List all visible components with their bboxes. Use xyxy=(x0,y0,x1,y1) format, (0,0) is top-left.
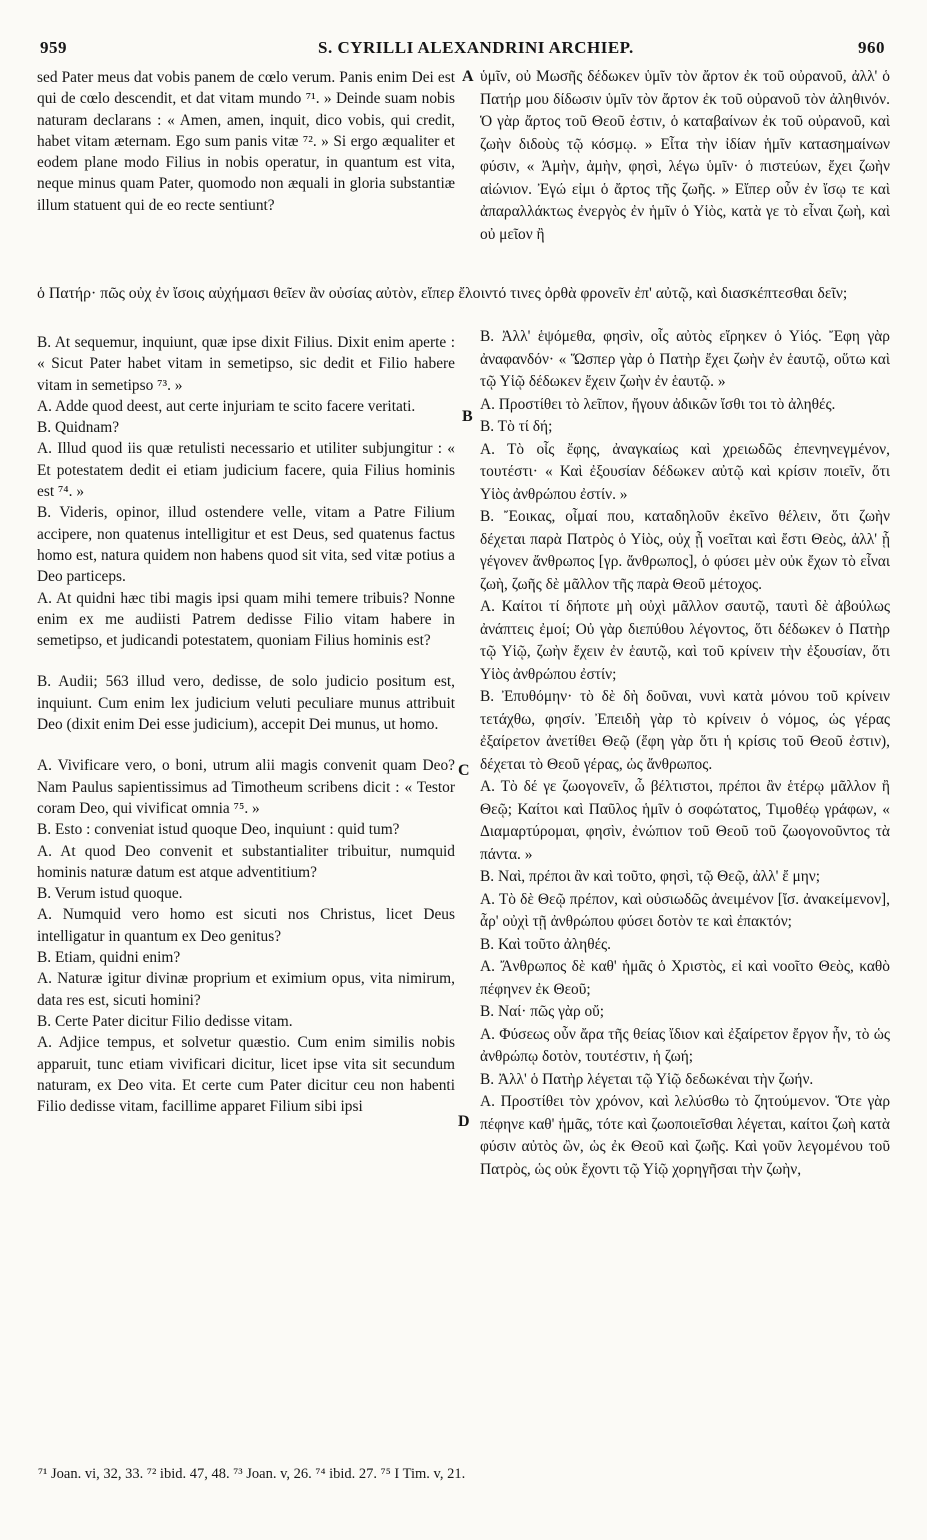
latin-column-top xyxy=(37,67,455,216)
greek-paragraph: Β. Ἀλλ' ἑψόμεθα, φησὶν, οἷς αὐτὸς εἴρηκεν ὁ Υἱός. Ἔφη γὰρ ἀναφανδόν· « Ὥσπερ γὰρ ὁ Πατὴρ ἔχει ζωὴν ἐν ἑαυτῷ, οὕτω καὶ τῷ Υἱῷ δέδωκεν ἔχειν ζωὴν ἐν ἑαυτῷ. » xyxy=(480,328,890,390)
greek-paragraph: Β. Τὸ τί δή; xyxy=(480,418,553,435)
latin-paragraph: A. At quidni hæc tibi magis ipsi quam mihi temere tribuis? Nonne enim ex me audiisti Patrem dedisse Filio vitam habere in semetipso, et judicandi potestatem, quoniam Filius hominis est? xyxy=(37,589,455,650)
greek-paragraph: Α. Καίτοι τί δήποτε μὴ οὐχὶ μᾶλλον σαυτῷ, ταυτὶ δὲ ἀβούλως ἀνάπτεις ἐμοί; Οὐ γὰρ διεπύθου λέγοντος, ὅτι δέδωκεν ὁ Πατὴρ τῷ Υἱῷ, ζωὴν ἔχειν ἐν ἑαυτῷ, καὶ τοῦ κρίνειν τὴν ἐξουσίαν, ὅτι Υἱὸς ἀνθρώπου ἐστίν; xyxy=(480,598,890,683)
latin-paragraph: A. Illud quod iis quæ retulisti necessario et utiliter subjungitur : « Et potestatem dedit ei etiam judicium facere, quia Filius hominis est ⁷⁴. » xyxy=(37,440,455,501)
running-title: S. CYRILLI ALEXANDRINI ARCHIEP. xyxy=(318,38,634,57)
latin-paragraph: B. Quidnam? xyxy=(37,419,120,437)
page-number-right: 960 xyxy=(858,38,885,57)
greek-paragraph: Α. Τὸ δὲ Θεῷ πρέπον, καὶ οὐσιωδῶς ἀνειμένον [ἴσ. ἀνακείμενον], ἆρ' οὐχὶ τῇ ἀνθρώπου φύσει δοτὸν τε καὶ ἐπακτόν; xyxy=(480,890,890,930)
greek-paragraph: Α. Τὸ οἷς ἔφης, ἀναγκαίως καὶ χρειωδῶς ἐπενηνεγμένον, τουτέστι· « Καὶ ἐξουσίαν δέδωκεν αὐτῷ καὶ κρίσιν ποιεῖν, ὅτι Υἱὸς ἀνθρώπου ἐστίν. » xyxy=(480,440,890,503)
greek-paragraph: ὑμῖν, οὐ Μωσῆς δέδωκεν ὑμῖν τὸν ἄρτον ἐκ τοῦ οὐρανοῦ, ἀλλ' ὁ Πατήρ μου δίδωσιν ὑμῖν τὸν ἄρτον ἐκ τοῦ οὐρανοῦ τὸν ἀληθινόν. Ὁ γὰρ ἄρτος τοῦ Θεοῦ ἐστιν, ὁ καταβαίνων ἐκ τοῦ οὐρανοῦ, καὶ ζωὴν διδοὺς τῷ κόσμῳ. » Εἶτα τὴν ἰδίαν ἡμῖν κατασημαίνων φύσιν, « Ἀμὴν, ἀμὴν, φησὶ, λέγω ὑμῖν· ὁ πιστεύων, ἔχει ζωὴν αἰώνιον. Ἐγώ εἰμι ὁ ἄρτος τῆς ζωῆς. » Εἴπερ οὖν ἐν ἴσῳ τε καὶ ἀπαραλλάκτως ἐνεργὸς ἐν ἡμῖν ὁ Υἱὸς, κατὰ γε τὸ εἶναι ζωὴ, καὶ οὐ μεῖον ἢ xyxy=(480,68,890,243)
latin-paragraph: A. Vivificare vero, o boni, utrum alii magis convenit quam Deo? Nam Paulus sapientissimus ad Timotheum scribens dicit : « Testor coram Deo, qui vivificat omnia ⁷⁵. » xyxy=(37,757,455,817)
greek-paragraph: Β. Ναί· πῶς γὰρ οὔ; xyxy=(480,1003,605,1020)
greek-paragraph: Β. Καὶ τοῦτο ἀληθές. xyxy=(480,935,612,953)
latin-paragraph: sed Pater meus dat vobis panem de cœlo verum. Panis enim Dei est qui de cœlo descendit, et dat vitam mundo ⁷¹. » Deinde suam nobis naturam declarans : « Amen, amen, inquit, dico vobis, qui credit, habet vitam æternam. Ego sum panis vitæ ⁷². » Si ergo æqualiter et eodem plane modo Filius in nobis operatur, in quantum est vita, neque minus quam Pater, quomodo non æquali in gloria substantiæ illum statuent qui de eo recte sentiunt? xyxy=(37,69,455,214)
latin-column-bottom xyxy=(37,332,455,1117)
greek-column-bottom xyxy=(480,326,890,1181)
latin-paragraph: A. Adde quod deest, aut certe injuriam te scito facere veritati. xyxy=(37,397,416,415)
greek-paragraph: Β. Ἐπυθόμην· τὸ δὲ δὴ δοῦναι, νυνὶ κατὰ μόνου τοῦ κρίνειν τετάχθω, φησίν. Ἐπειδὴ γὰρ τὸ κρίνειν ὁ νόμος, ὡς γέρας ἐξαίρετον ἀνετίθει Θεῷ (ἔφη γὰρ ὅτι ἡ κρίσις τοῦ Θεοῦ ἐστιν), δέχεται τὸ Θεοῦ γέρας, ὡς ἄνθρωπος. xyxy=(480,688,890,773)
margin-letter-d: D xyxy=(458,1113,470,1130)
greek-paragraph: Β. Ἀλλ' ὁ Πατὴρ λέγεται τῷ Υἱῷ δεδωκέναι τὴν ζωήν. xyxy=(480,1070,814,1088)
margin-letter-a: A xyxy=(462,68,474,85)
page-header xyxy=(0,20,927,57)
greek-paragraph: Β. Ναὶ, πρέποι ἂν καὶ τοῦτο, φησὶ, τῷ Θεῷ, ἀλλ' ἔ μην; xyxy=(480,868,821,885)
latin-paragraph: B. Verum istud quoque. xyxy=(37,885,183,903)
greek-column-top xyxy=(480,66,890,246)
greek-spanning-line: ὁ Πατήρ· πῶς οὐχ ἐν ἴσοις αὐχήμασι θεῖεν ἂν οὐσίας αὐτὸν, εἴπερ ἔλοιντό τινες ὀρθὰ φρονεῖν ἐπ' αὐτῷ, καὶ διασκέπτεσθαι δεῖν; xyxy=(37,285,848,302)
latin-paragraph: B. Audii; 563 illud vero, dedisse, de solo judicio positum est, inquiunt. Cum enim lex judicium veluti peculiare munus attribuit Deo (dixit enim Dei esse judicium), accepit Dei munus, ut homo. xyxy=(37,673,455,734)
margin-letter-b: B xyxy=(462,408,473,425)
footnotes: ⁷¹ Joan. vi, 32, 33. ⁷² ibid. 47, 48. ⁷³ Joan. v, 26. ⁷⁴ ibid. 27. ⁷⁵ I Tim. v, 21. xyxy=(38,1466,466,1482)
greek-paragraph: Α. Τὸ δέ γε ζωογονεῖν, ὦ βέλτιστοι, πρέποι ἂν ἑτέρῳ μᾶλλον ἢ Θεῷ; Καίτοι καὶ Παῦλος ἡμῖν ὁ σοφώτατος, Τιμοθέῳ γράφων, « Διαμαρτύρομαι, φησὶν, ἐνώπιον τοῦ Θεοῦ τοῦ ζωογονοῦντος τὰ πάντα. » xyxy=(480,778,890,863)
latin-paragraph: A. At quod Deo convenit et substantialiter tribuitur, numquid hominis naturæ datum est atque adventitium? xyxy=(37,842,455,881)
latin-paragraph: B. Videris, opinor, illud ostendere velle, vitam a Patre Filium accipere, non quatenus intelligitur et est Deus, sed quatenus factus homo est, natura quidem non habens quod sit vita, sed vitæ potius a Deo particeps. xyxy=(37,504,455,586)
greek-paragraph: Α. Ἄνθρωπος δὲ καθ' ἡμᾶς ὁ Χριστὸς, εἰ καὶ νοοῖτο Θεὸς, καθὸ πέφηνεν ἐκ Θεοῦ; xyxy=(480,958,890,998)
greek-paragraph: Α. Προστίθει τὸ λεῖπον, ἤγουν ἀδικῶν ἴσθι τοι τὸ ἀληθές. xyxy=(480,395,836,413)
latin-paragraph: A. Naturæ igitur divinæ proprium et eximium opus, vita nimirum, data res est, sicuti homini? xyxy=(37,970,455,1009)
latin-paragraph: A. Adjice tempus, et solvetur quæstio. Cum enim similis nobis apparuit, tunc etiam vivificari dicitur, licet ipse vita sit secundum naturam, ex Deo vita. Et certe cum Pater dicitur ceu non habenti Filio dedisse vitam, facillime apparet Filium sibi ipsi xyxy=(37,1034,455,1116)
latin-paragraph: B. Esto : conveniat istud quoque Deo, inquiunt : quid tum? xyxy=(37,821,400,839)
greek-paragraph: Α. Φύσεως οὖν ἄρα τῆς θείας ἴδιον καὶ ἐξαίρετον ἔργον ἦν, τὸ ὡς ἀνθρώπῳ δοτὸν, τουτέστιν, ἡ ζωή; xyxy=(480,1025,890,1065)
latin-paragraph: B. At sequemur, inquiunt, quæ ipse dixit Filius. Dixit enim aperte : « Sicut Pater habet vitam in semetipso, sic dedit et Filio habere vitam in semetipso ⁷³. » xyxy=(37,334,455,394)
margin-letter-c: C xyxy=(458,762,470,779)
latin-paragraph: B. Certe Pater dicitur Filio dedisse vitam. xyxy=(37,1012,293,1030)
latin-paragraph: A. Numquid vero homo est sicuti nos Christus, licet Deus intelligatur in quantum ex Deo genitus? xyxy=(37,906,455,945)
page-number-left: 959 xyxy=(40,38,67,57)
greek-paragraph: Β. Ἔοικας, οἶμαί που, καταδηλοῦν ἐκεῖνο θέλειν, ὅτι ζωὴν δέχεται παρὰ Πατρὸς ὁ Υἱὸς, οὐχ ᾗ νοεῖται καὶ ἔστι Θεὸς, ἀλλ' ᾗ γέγονεν ἄνθρωπος [γρ. ἄνθρωπος], ὁ φύσει μὲν οὐκ ἔχων τὸ εἶναι ζωὴ, ζωῆς δὲ μᾶλλον τῆς παρὰ Θεοῦ μέτοχος. xyxy=(480,508,890,593)
greek-paragraph: Α. Προστίθει τὸν χρόνον, καὶ λελύσθω τὸ ζητούμενον. Ὅτε γὰρ πέφηνε καθ' ἡμᾶς, τότε καὶ ζωοποιεῖσθαι λέγεται, καίτοι ζωὴ κατὰ φύσιν αὐτὸς ὢν, ὡς ἐκ Θεοῦ καὶ ζωῆς. Καὶ γοῦν λεγομένου τοῦ Πατρὸς, ὡς οὐκ ἔχοντι τῷ Υἱῷ χορηγῆσαι τὴν ζωὴν, xyxy=(480,1093,890,1178)
latin-paragraph: B. Etiam, quidni enim? xyxy=(37,949,181,967)
